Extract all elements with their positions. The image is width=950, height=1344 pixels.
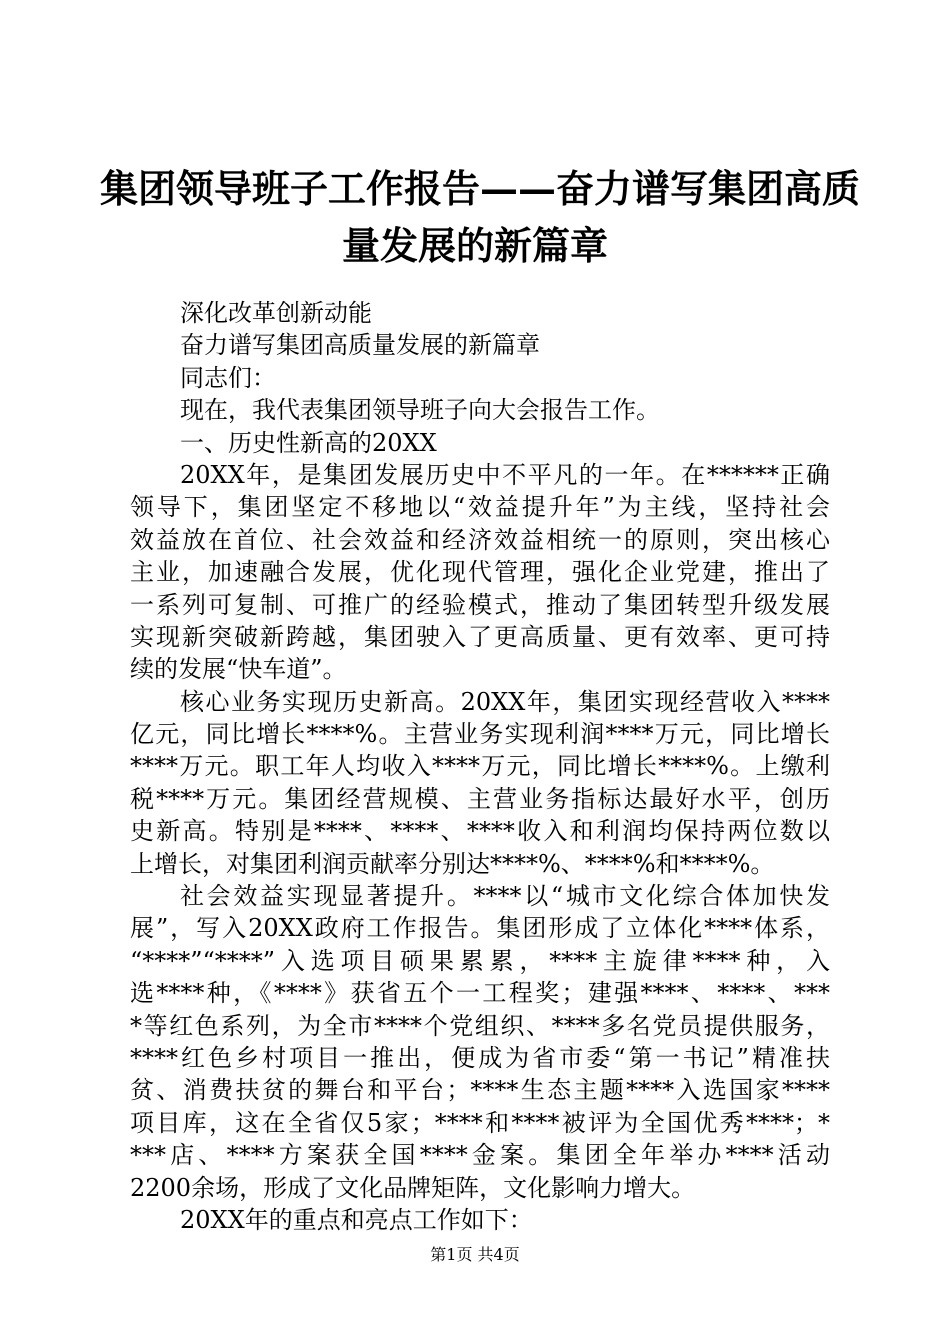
paragraph-line: 效益放在首位、社会效益和经济效益相统一的原则，突出核心 xyxy=(130,525,830,554)
paragraph-line: 项目库，这在全省仅5家；****和****被评为全国优秀****；* xyxy=(130,1108,830,1137)
paragraph-line: *等红色系列，为全市****个党组织、****多名党员提供服务， xyxy=(130,1011,830,1040)
paragraph-line: ***店、****方案获全国****金案。集团全年举办****活动 xyxy=(130,1141,830,1170)
paragraph-line: 一系列可复制、可推广的经验模式，推动了集团转型升级发展 xyxy=(130,590,830,619)
paragraph-line: “****”“****”入选项目硕果累累，****主旋律****种，入 xyxy=(130,946,830,975)
paragraph-line: ****万元。职工年人均收入****万元，同比增长****%。上缴利 xyxy=(130,752,830,781)
paragraph-line: 2200余场，形成了文化品牌矩阵，文化影响力增大。 xyxy=(130,1173,696,1202)
paragraph-line: 主业，加速融合发展，优化现代管理，强化企业党建，推出了 xyxy=(130,558,830,587)
subtitle-1: 深化改革创新动能 xyxy=(180,299,372,327)
document-title xyxy=(100,160,861,274)
paragraph-2 xyxy=(130,686,830,880)
paragraph-line: 史新高。特别是****、****、****收入和利润均保持两位数以 xyxy=(130,817,830,846)
salutation: 同志们： xyxy=(180,363,276,392)
paragraph-line: 社会效益实现显著提升。****以“城市文化综合体加快发 xyxy=(180,882,830,911)
paragraph-line: 选****种，《****》获省五个一工程奖；建强****、****、*** xyxy=(130,979,830,1008)
paragraph-line: 领导下，集团坚定不移地以“效益提升年”为主线，坚持社会 xyxy=(130,493,830,522)
title-line-2: 量发展的新篇章 xyxy=(341,223,608,268)
document-body xyxy=(130,297,830,1236)
paragraph-3 xyxy=(130,880,830,1204)
paragraph-line: 亿元，同比增长****%。主营业务实现利润****万元，同比增长 xyxy=(130,720,830,749)
paragraph-line: 核心业务实现历史新高。20XX年，集团实现经营收入**** xyxy=(180,687,830,716)
paragraph-1 xyxy=(130,459,830,686)
intro-paragraph: 现在，我代表集团领导班子向大会报告工作。 xyxy=(180,396,660,425)
paragraph-line: 续的发展“快车道”。 xyxy=(130,655,347,684)
closing-line: 20XX年的重点和亮点工作如下： xyxy=(180,1205,533,1234)
subtitle-2: 奋力谱写集团高质量发展的新篇章 xyxy=(180,331,540,360)
paragraph-line: 展”，写入20XX政府工作报告。集团形成了立体化****体系， xyxy=(130,914,830,943)
section-heading: 一、历史性新高的20XX xyxy=(180,428,437,457)
page-footer: 第1页 共4页 xyxy=(430,1245,520,1264)
paragraph-line: 实现新突破新跨越，集团驶入了更高质量、更有效率、更可持 xyxy=(130,622,830,651)
paragraph-line: 贫、消费扶贫的舞台和平台；****生态主题****入选国家**** xyxy=(130,1076,830,1105)
paragraph-line: 20XX年，是集团发展历史中不平凡的一年。在******正确 xyxy=(180,460,830,489)
title-line-1: 集团领导班子工作报告——奋力谱写集团高质 xyxy=(100,166,861,211)
paragraph-line: 税****万元。集团经营规模、主营业务指标达最好水平，创历 xyxy=(130,784,830,813)
paragraph-line: 上增长，对集团利润贡献率分别达****%、****%和****%。 xyxy=(130,849,775,878)
paragraph-line: ****红色乡村项目一推出，便成为省市委“第一书记”精准扶 xyxy=(130,1043,830,1072)
